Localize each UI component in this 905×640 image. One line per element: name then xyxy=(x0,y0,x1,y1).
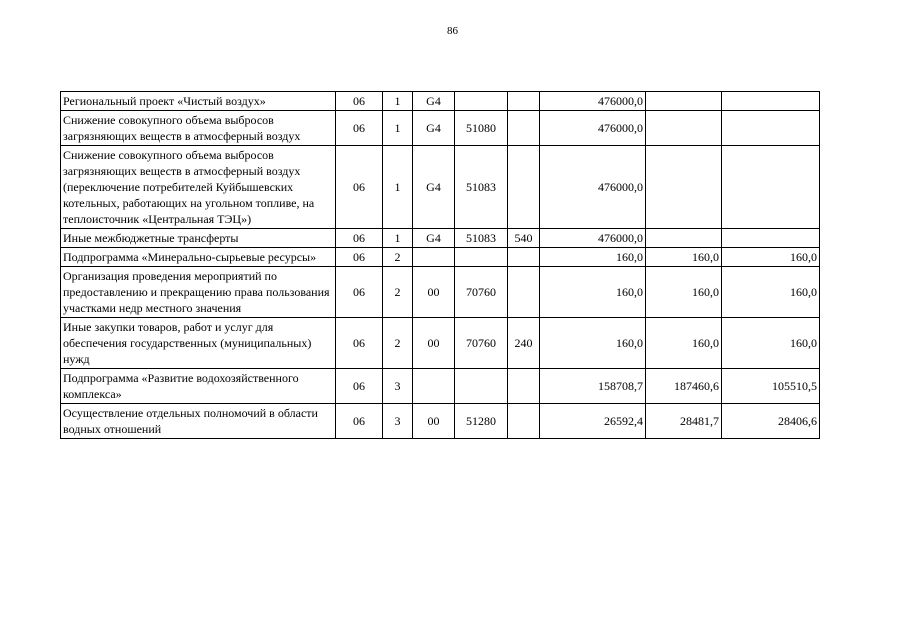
cell-amount-year3: 160,0 xyxy=(722,318,820,369)
cell-amount-year3: 160,0 xyxy=(722,248,820,267)
cell-amount-year2 xyxy=(646,111,722,146)
cell-name: Подпрограмма «Развитие водохозяйственного комплекса» xyxy=(61,369,336,404)
cell-amount-year3: 28406,6 xyxy=(722,404,820,439)
cell-amount-year3 xyxy=(722,229,820,248)
cell-target-direction: 51083 xyxy=(455,146,508,229)
cell-expense-type: 240 xyxy=(508,318,540,369)
cell-amount-year1: 26592,4 xyxy=(540,404,646,439)
cell-amount-year2 xyxy=(646,92,722,111)
cell-amount-year2 xyxy=(646,229,722,248)
cell-amount-year1: 476000,0 xyxy=(540,92,646,111)
cell-section: 06 xyxy=(336,248,383,267)
cell-amount-year1: 476000,0 xyxy=(540,111,646,146)
cell-target-program: 00 xyxy=(413,404,455,439)
table-row xyxy=(61,92,820,111)
cell-expense-type xyxy=(508,146,540,229)
cell-amount-year1: 160,0 xyxy=(540,318,646,369)
table-row xyxy=(61,369,820,404)
cell-target-program: G4 xyxy=(413,146,455,229)
cell-target-program: 00 xyxy=(413,318,455,369)
cell-amount-year3 xyxy=(722,92,820,111)
cell-amount-year1: 476000,0 xyxy=(540,229,646,248)
cell-section: 06 xyxy=(336,404,383,439)
cell-name: Снижение совокупного объема выбросов загрязняющих веществ в атмосферный воздух (переключение потребителей Куйбышевских котельных, работающих на угольном топливе, на теплоисточник «Центральная ТЭЦ») xyxy=(61,146,336,229)
cell-subsection: 3 xyxy=(383,404,413,439)
cell-name: Осуществление отдельных полномочий в области водных отношений xyxy=(61,404,336,439)
cell-amount-year3 xyxy=(722,111,820,146)
cell-amount-year2: 28481,7 xyxy=(646,404,722,439)
table-row xyxy=(61,146,820,229)
cell-amount-year2: 160,0 xyxy=(646,318,722,369)
cell-section: 06 xyxy=(336,92,383,111)
cell-amount-year2: 160,0 xyxy=(646,248,722,267)
cell-amount-year3: 105510,5 xyxy=(722,369,820,404)
cell-subsection: 2 xyxy=(383,318,413,369)
cell-amount-year2: 187460,6 xyxy=(646,369,722,404)
cell-name: Иные межбюджетные трансферты xyxy=(61,229,336,248)
cell-target-direction xyxy=(455,248,508,267)
cell-name: Снижение совокупного объема выбросов загрязняющих веществ в атмосферный воздух xyxy=(61,111,336,146)
cell-section: 06 xyxy=(336,111,383,146)
cell-amount-year1: 160,0 xyxy=(540,248,646,267)
cell-target-program: G4 xyxy=(413,111,455,146)
cell-target-program xyxy=(413,369,455,404)
table-row xyxy=(61,267,820,318)
cell-target-direction: 51080 xyxy=(455,111,508,146)
page-number: 86 xyxy=(447,25,458,37)
budget-table xyxy=(60,91,820,439)
cell-subsection: 1 xyxy=(383,111,413,146)
cell-target-program: G4 xyxy=(413,92,455,111)
cell-name: Организация проведения мероприятий по предоставлению и прекращению права пользования участками недр местного значения xyxy=(61,267,336,318)
cell-target-direction xyxy=(455,369,508,404)
cell-target-program: G4 xyxy=(413,229,455,248)
cell-expense-type xyxy=(508,248,540,267)
table-row xyxy=(61,229,820,248)
cell-section: 06 xyxy=(336,318,383,369)
cell-section: 06 xyxy=(336,146,383,229)
cell-name: Иные закупки товаров, работ и услуг для обеспечения государственных (муниципальных) нужд xyxy=(61,318,336,369)
cell-section: 06 xyxy=(336,229,383,248)
cell-name: Региональный проект «Чистый воздух» xyxy=(61,92,336,111)
table-row xyxy=(61,111,820,146)
cell-expense-type xyxy=(508,92,540,111)
cell-subsection: 1 xyxy=(383,146,413,229)
cell-amount-year3 xyxy=(722,146,820,229)
table-body xyxy=(61,92,820,439)
cell-amount-year3: 160,0 xyxy=(722,267,820,318)
cell-subsection: 2 xyxy=(383,248,413,267)
cell-subsection: 2 xyxy=(383,267,413,318)
cell-expense-type xyxy=(508,267,540,318)
cell-amount-year1: 160,0 xyxy=(540,267,646,318)
cell-target-direction: 70760 xyxy=(455,267,508,318)
cell-expense-type xyxy=(508,111,540,146)
cell-subsection: 3 xyxy=(383,369,413,404)
cell-amount-year2: 160,0 xyxy=(646,267,722,318)
cell-subsection: 1 xyxy=(383,92,413,111)
cell-name: Подпрограмма «Минерально-сырьевые ресурсы» xyxy=(61,248,336,267)
cell-target-direction xyxy=(455,92,508,111)
cell-amount-year1: 476000,0 xyxy=(540,146,646,229)
table-row xyxy=(61,248,820,267)
cell-target-program xyxy=(413,248,455,267)
cell-amount-year2 xyxy=(646,146,722,229)
table-row xyxy=(61,404,820,439)
cell-target-program: 00 xyxy=(413,267,455,318)
cell-subsection: 1 xyxy=(383,229,413,248)
table-row xyxy=(61,318,820,369)
cell-expense-type xyxy=(508,404,540,439)
cell-target-direction: 70760 xyxy=(455,318,508,369)
cell-amount-year1: 158708,7 xyxy=(540,369,646,404)
cell-section: 06 xyxy=(336,369,383,404)
cell-target-direction: 51280 xyxy=(455,404,508,439)
cell-expense-type xyxy=(508,369,540,404)
cell-target-direction: 51083 xyxy=(455,229,508,248)
cell-section: 06 xyxy=(336,267,383,318)
cell-expense-type: 540 xyxy=(508,229,540,248)
